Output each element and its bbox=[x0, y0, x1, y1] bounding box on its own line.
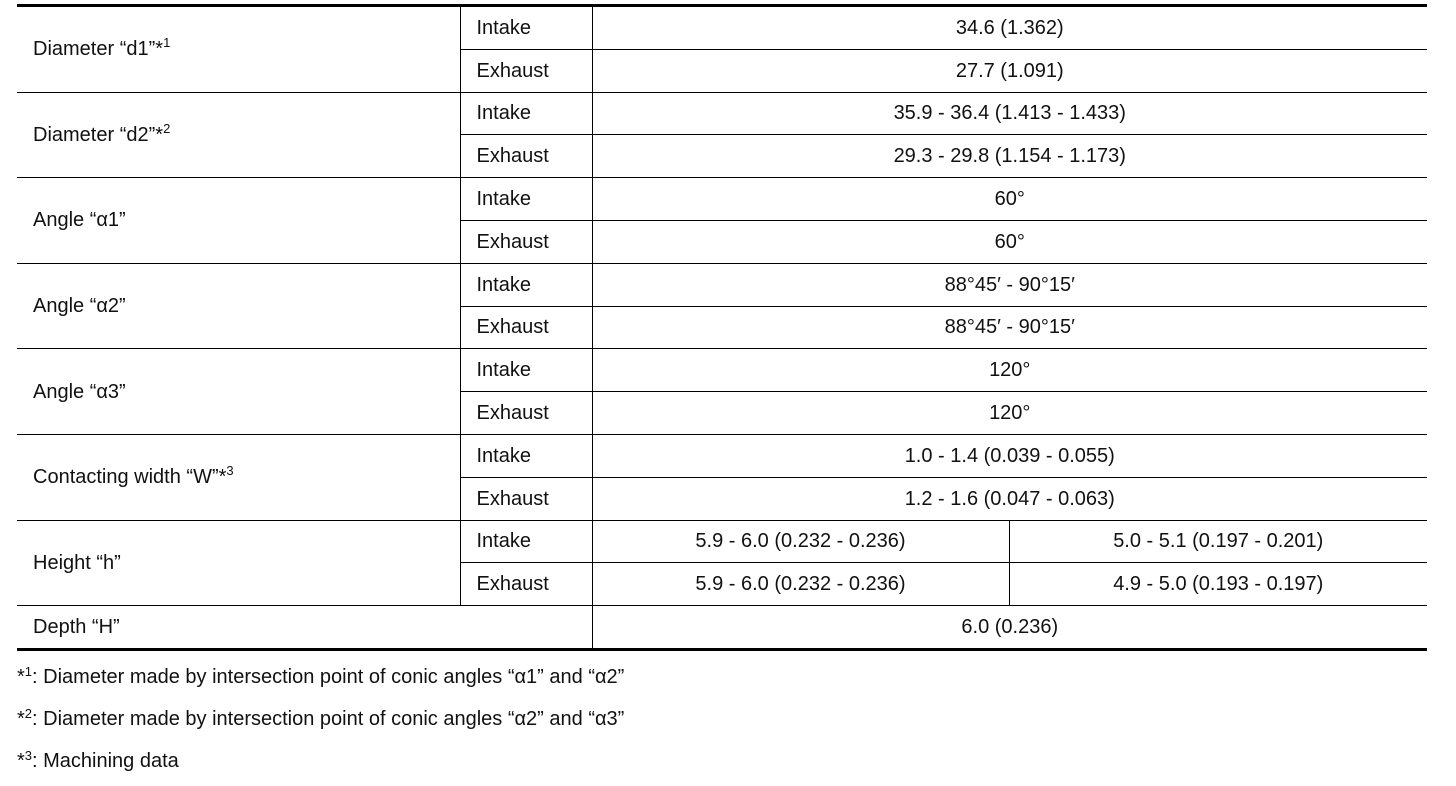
side-label-exhaust: Exhaust bbox=[460, 477, 592, 520]
value-cell: 88°45′ - 90°15′ bbox=[592, 306, 1427, 349]
table-row bbox=[17, 606, 1427, 650]
item-label: Diameter “d2”*$^2$ bbox=[17, 92, 460, 178]
footnote: *$^3$: Machining data bbox=[17, 748, 179, 772]
side-label-exhaust: Exhaust bbox=[460, 49, 592, 92]
value-cell: 120° bbox=[592, 392, 1427, 435]
item-label: Depth “H” bbox=[17, 606, 592, 650]
value-cell: 120° bbox=[592, 349, 1427, 392]
side-label-exhaust: Exhaust bbox=[460, 220, 592, 263]
table-row bbox=[17, 434, 1427, 477]
side-label-intake: Intake bbox=[460, 434, 592, 477]
side-label-intake: Intake bbox=[460, 520, 592, 563]
value-cell: 60° bbox=[592, 220, 1427, 263]
item-label: Height “h” bbox=[17, 520, 460, 606]
side-label-intake: Intake bbox=[460, 6, 592, 50]
side-label-intake: Intake bbox=[460, 263, 592, 306]
table-row bbox=[17, 92, 1427, 135]
footnotes bbox=[17, 660, 624, 786]
item-label: Diameter “d1”*$^1$ bbox=[17, 6, 460, 93]
value-cell: 4.9 - 5.0 (0.193 - 0.197) bbox=[1009, 563, 1427, 606]
item-label: Contacting width “W”*$^3$ bbox=[17, 434, 460, 520]
side-label-exhaust: Exhaust bbox=[460, 392, 592, 435]
item-label: Angle “α3” bbox=[17, 349, 460, 435]
item-label: Angle “α2” bbox=[17, 263, 460, 349]
value-cell: 1.0 - 1.4 (0.039 - 0.055) bbox=[592, 434, 1427, 477]
value-cell: 60° bbox=[592, 178, 1427, 221]
value-cell: 35.9 - 36.4 (1.413 - 1.433) bbox=[592, 92, 1427, 135]
side-label-intake: Intake bbox=[460, 178, 592, 221]
table-row bbox=[17, 520, 1427, 563]
value-cell: 5.0 - 5.1 (0.197 - 0.201) bbox=[1009, 520, 1427, 563]
value-cell: 1.2 - 1.6 (0.047 - 0.063) bbox=[592, 477, 1427, 520]
side-label-exhaust: Exhaust bbox=[460, 563, 592, 606]
value-cell: 6.0 (0.236) bbox=[592, 606, 1427, 650]
side-label-intake: Intake bbox=[460, 92, 592, 135]
side-label-intake: Intake bbox=[460, 349, 592, 392]
value-cell: 34.6 (1.362) bbox=[592, 6, 1427, 50]
value-cell: 5.9 - 6.0 (0.232 - 0.236) bbox=[592, 520, 1009, 563]
table-row bbox=[17, 6, 1427, 50]
side-label-exhaust: Exhaust bbox=[460, 135, 592, 178]
table-row bbox=[17, 178, 1427, 221]
side-label-exhaust: Exhaust bbox=[460, 306, 592, 349]
table-row bbox=[17, 349, 1427, 392]
table-row bbox=[17, 263, 1427, 306]
value-cell: 88°45′ - 90°15′ bbox=[592, 263, 1427, 306]
footnote: *$^2$: Diameter made by intersection point of conic angles “α2” and “α3” bbox=[17, 706, 625, 730]
value-cell: 27.7 (1.091) bbox=[592, 49, 1427, 92]
value-cell: 29.3 - 29.8 (1.154 - 1.173) bbox=[592, 135, 1427, 178]
item-label: Angle “α1” bbox=[17, 178, 460, 264]
value-cell: 5.9 - 6.0 (0.232 - 0.236) bbox=[592, 563, 1009, 606]
valve-seat-spec-table bbox=[17, 4, 1427, 651]
footnote: *$^1$: Diameter made by intersection point of conic angles “α1” and “α2” bbox=[17, 664, 625, 688]
